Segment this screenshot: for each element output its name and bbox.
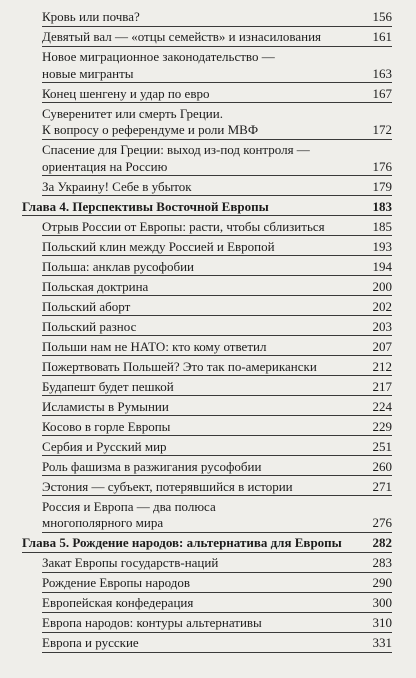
toc-entry-title: Девятый вал — «отцы семейств» и изнасилования (42, 29, 322, 44)
toc-rule (42, 395, 392, 396)
toc-entry-page: 202 (372, 298, 392, 314)
toc-rule (42, 275, 392, 276)
toc-entry-page: 193 (372, 238, 392, 254)
toc-entry-page: 176 (372, 158, 392, 174)
toc-entry-page: 229 (372, 418, 392, 434)
toc-rule (42, 475, 392, 476)
toc-entry-title: Европа народов: контуры альтернативы (42, 615, 262, 630)
toc-entry-title: Суверенитет или смерть Греции. (42, 105, 223, 121)
toc-rule (42, 612, 392, 613)
toc-entry-title: Спасение для Греции: выход из-под контроля — (42, 142, 310, 157)
toc-entry (22, 635, 392, 652)
toc-entry (22, 299, 392, 316)
toc-entry-page: 283 (372, 555, 392, 570)
toc-entry-page: 260 (372, 458, 392, 474)
toc-entry-page: 290 (372, 575, 392, 590)
toc-entry-page: 251 (372, 438, 392, 454)
toc-rule (42, 46, 392, 47)
toc-rule (42, 255, 392, 256)
toc-entry-title-cont: ориентация на Россию (42, 158, 168, 174)
toc-entry-page: 212 (372, 358, 392, 374)
toc-entry-title: Конец шенгену и удар по евро (42, 85, 210, 101)
toc-entry (22, 359, 392, 376)
toc-chapter-title: Глава 5. Рождение народов: альтернатива для Европы (22, 535, 342, 550)
toc-rule (42, 632, 392, 633)
toc-entry-page: 200 (372, 278, 392, 294)
toc-entry-title: Косово в горле Европы (42, 418, 171, 434)
toc-entry-page: 331 (372, 635, 392, 650)
toc-entry (22, 279, 392, 296)
toc-entry (22, 479, 392, 496)
toc-rule (42, 415, 392, 416)
toc-chapter (22, 535, 392, 552)
toc-rule (42, 592, 392, 593)
toc-entry (22, 399, 392, 416)
toc-entry (22, 49, 392, 82)
toc-rule (42, 102, 392, 103)
toc-entry-page: 156 (372, 9, 392, 24)
toc-entry-page: 167 (372, 85, 392, 101)
toc-rule (42, 375, 392, 376)
toc-entry-page: 217 (372, 378, 392, 394)
toc-rule (42, 295, 392, 296)
toc-entry (22, 219, 392, 236)
toc-entry (22, 86, 392, 103)
toc-entry-page: 194 (372, 258, 392, 274)
toc-entry (22, 379, 392, 396)
toc-rule (42, 435, 392, 436)
toc-rule (42, 235, 392, 236)
toc-rule (42, 175, 392, 176)
toc-entry-title: Россия и Европа — два полюса (42, 498, 216, 514)
toc-entry (22, 259, 392, 276)
toc-entry (22, 106, 392, 139)
toc-rule (42, 315, 392, 316)
toc-entry (22, 439, 392, 456)
toc-rule (42, 455, 392, 456)
toc-rule (42, 495, 392, 496)
table-of-contents (22, 9, 392, 652)
toc-entry-title: Польский разнос (42, 318, 137, 334)
toc-entry (22, 555, 392, 572)
toc-entry-page: 300 (372, 595, 392, 610)
toc-entry-title: Будапешт будет пешкой (42, 378, 174, 394)
toc-rule (42, 532, 392, 533)
toc-entry-title: Новое миграционное законодательство — (42, 49, 275, 64)
toc-entry (22, 9, 392, 26)
toc-entry-title: Польши нам не НАТО: кто кому ответил (42, 338, 267, 354)
toc-entry-title: Польский аборт (42, 298, 131, 314)
toc-entry-title-cont: новые мигранты (42, 65, 134, 81)
toc-entry-title: Польская доктрина (42, 278, 149, 294)
toc-entry (22, 499, 392, 532)
toc-entry-page: 203 (372, 318, 392, 334)
toc-entry (22, 575, 392, 592)
toc-entry-page: 224 (372, 398, 392, 414)
toc-entry (22, 239, 392, 256)
toc-entry-title: Европейская конфедерация (42, 595, 194, 610)
toc-entry-page: 276 (372, 515, 392, 530)
toc-entry (22, 339, 392, 356)
toc-rule (42, 572, 392, 573)
toc-entry-title: Эстония — субъект, потерявшийся в истории (42, 478, 293, 494)
toc-rule (42, 195, 392, 196)
toc-entry-title: Исламисты в Румынии (42, 398, 169, 414)
toc-entry (22, 29, 392, 46)
toc-rule (22, 552, 392, 553)
toc-rule (22, 215, 392, 216)
toc-entry-page: 179 (372, 178, 392, 194)
toc-entry-page: 282 (372, 535, 392, 550)
toc-rule (42, 139, 392, 140)
toc-entry (22, 595, 392, 612)
toc-rule (42, 82, 392, 83)
toc-entry (22, 419, 392, 436)
toc-entry-page: 207 (372, 338, 392, 354)
toc-entry-title: Польский клин между Россией и Европой (42, 238, 275, 254)
toc-entry-page: 163 (372, 65, 392, 81)
toc-entry-page: 310 (372, 615, 392, 630)
toc-entry-page: 271 (372, 478, 392, 494)
toc-entry-title: За Украину! Себе в убыток (42, 178, 192, 194)
toc-entry (22, 179, 392, 196)
toc-entry-page: 172 (372, 122, 392, 137)
toc-entry-title: Польша: анклав русофобии (42, 258, 195, 274)
toc-entry-title: Закат Европы государств-наций (42, 555, 219, 570)
toc-entry-title: Роль фашизма в разжигания русофобии (42, 458, 262, 474)
toc-entry-title: Кровь или почва? (42, 9, 140, 24)
toc-entry (22, 459, 392, 476)
toc-entry (22, 319, 392, 336)
toc-entry (22, 142, 392, 175)
toc-entry-page: 161 (372, 29, 392, 44)
toc-rule (42, 26, 392, 27)
toc-entry-page: 183 (372, 198, 392, 214)
toc-chapter-title: Глава 4. Перспективы Восточной Европы (22, 198, 269, 214)
toc-entry-title: Европа и русские (42, 635, 139, 650)
toc-entry (22, 615, 392, 632)
toc-entry-title: Сербия и Русский мир (42, 438, 167, 454)
toc-entry-title: Отрыв России от Европы: расти, чтобы сблизиться (42, 218, 325, 234)
toc-entry-title-cont: К вопросу о референдуме и роли МВФ (42, 122, 259, 137)
toc-chapter (22, 199, 392, 216)
toc-entry-title-cont: многополярного мира (42, 515, 164, 530)
toc-entry-page: 185 (372, 218, 392, 234)
toc-entry-title: Пожертвовать Польшей? Это так по-американски (42, 358, 317, 374)
toc-rule (42, 335, 392, 336)
toc-rule (42, 355, 392, 356)
toc-entry-title: Рождение Европы народов (42, 575, 191, 590)
toc-rule (42, 652, 392, 653)
